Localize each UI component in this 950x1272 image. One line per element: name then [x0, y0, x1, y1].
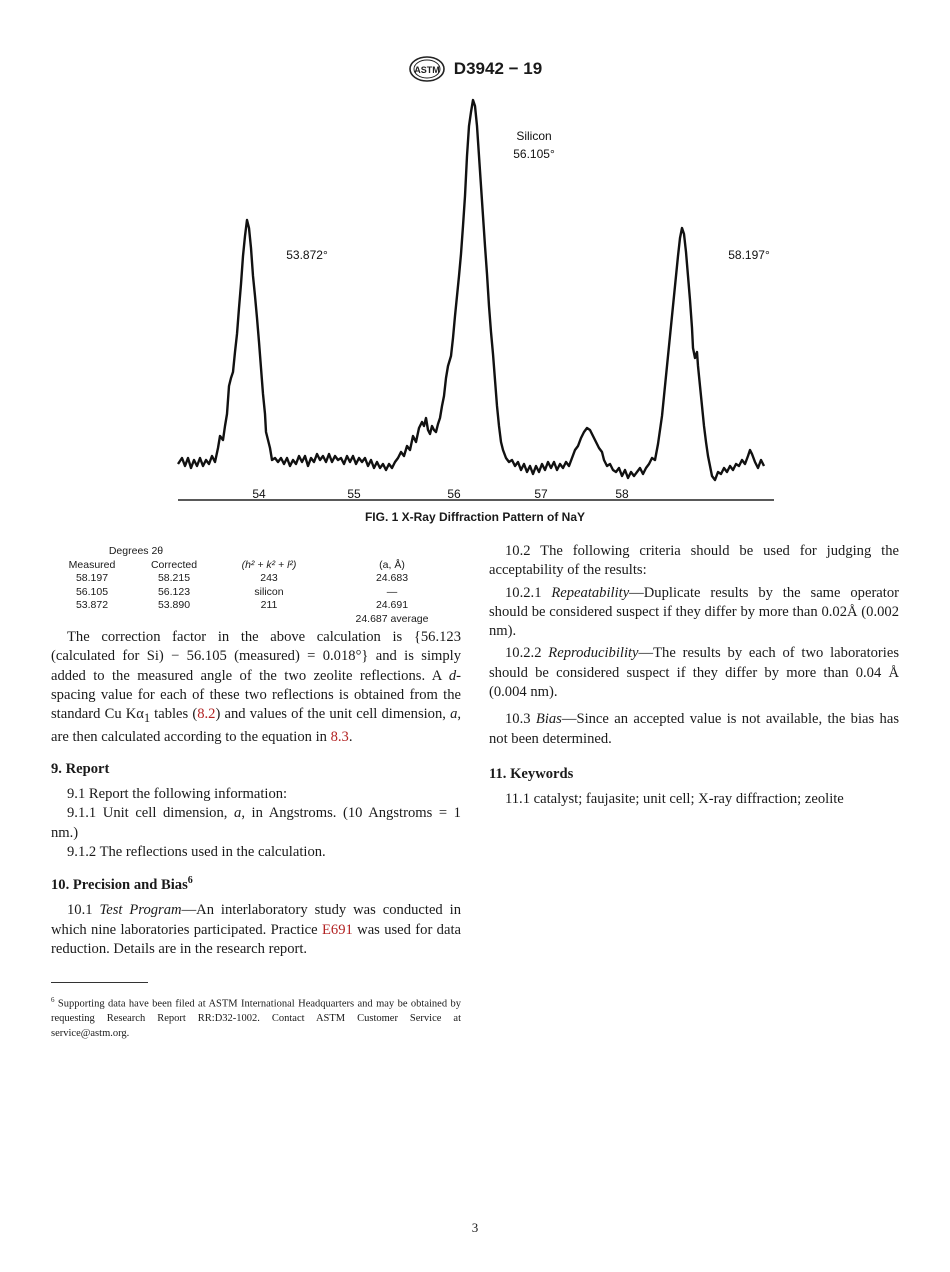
table-cell: 53.872 [75, 599, 109, 611]
svg-text:ASTM: ASTM [414, 65, 440, 75]
table-cell: 56.123 [157, 585, 191, 598]
paragraph-10-2: 10.2 The following criteria should be used for judging the acceptability of the results: [489, 543, 899, 579]
page-number: 3 [471, 1220, 479, 1235]
table-cell: 243 [260, 572, 278, 584]
footnote-divider [51, 982, 148, 983]
table-row [51, 586, 461, 600]
table-row [51, 613, 461, 627]
figure-caption: FIG. 1 X-Ray Diffraction Pattern of NaY [364, 510, 586, 524]
table-cell: 24.691 [375, 599, 409, 611]
paragraph-correction-factor: The correction factor in the above calculation is {56.123 (calculated for Si) − 56.105 (measured) = 0.018°} and is simply added to the measured angle of the two zeolite reflections. A d-spacing value for each of these two reflections is obtained from the standard Cu $K\alpha_1$ tables (8.2) and values of the unit cell dimension, a, are then calculated according to the equation in 8.3. [51, 629, 462, 746]
left-column [51, 545, 461, 959]
annotation-silicon-value: 56.105° [513, 147, 555, 161]
table-cell: silicon [254, 585, 284, 598]
tick-label-55: 55 [347, 487, 361, 501]
section-heading-report: 9. Report [51, 760, 110, 777]
table-header-corrected: Corrected [150, 558, 198, 571]
table-header-row [51, 559, 461, 573]
tick-label-54: 54 [252, 487, 266, 501]
annotation-peak-58197: 58.197° [728, 248, 770, 262]
xrd-figure [170, 96, 780, 508]
table-cell: 58.197 [75, 572, 109, 584]
table-cell: — [386, 585, 398, 598]
data-table [51, 545, 461, 626]
paragraph-10-3: 10.3 Bias—Since an accepted value is not available, the bias has not been determined. [489, 711, 899, 747]
paragraph-9-1: 9.1 Report the following information: [67, 785, 288, 802]
table-row [51, 599, 461, 613]
paragraph-10-2-2: 10.2.2 Reproducibility—The results by each of two laboratories should be considered suspect if they differ by more than 0.04 Å (0.004 nm). [489, 645, 900, 701]
table-cell: 56.105 [75, 585, 109, 598]
paragraph-10-1: 10.1 Test Program—An interlaboratory study was conducted in which nine laboratories participated. Practice E691 was used for data reduction. Details are in the research report. [51, 902, 461, 957]
document-number: D3942 − 19 [453, 59, 543, 78]
tick-label-58: 58 [615, 487, 629, 501]
paragraph-9-1-1: 9.1.1 Unit cell dimension, a, in Angstroms. (10 Angstroms = 1 nm.) [51, 805, 461, 841]
table-header-hkl: (h² + k² + l²) [241, 558, 297, 571]
table-header-measured: Measured [68, 558, 116, 571]
section-heading-keywords: 11. Keywords [489, 765, 574, 782]
table-group-header-row [51, 545, 461, 559]
astm-logo-icon [408, 56, 446, 82]
annotation-silicon-label: Silicon [516, 129, 552, 143]
table-cell: 53.890 [157, 599, 191, 611]
ref-link-e691[interactable]: E691 [321, 921, 353, 938]
table-cell: 58.215 [157, 572, 191, 584]
footnote: $^6$ Supporting data have been filed at ASTM International Headquarters and may be obtained by requesting Research Report RR:D32-1002. Contact ASTM Customer Service at service@astm.org. [51, 996, 461, 1039]
section-heading-precision-bias: 10. Precision and Bias$^6$ [51, 875, 193, 894]
paragraph-10-2-1: 10.2.1 Repeatability—Duplicate results by the same operator should be considered suspect if they differ by more than 0.02Å (0.002 nm). [489, 584, 899, 640]
tick-label-57: 57 [534, 487, 548, 501]
annotation-peak-53872: 53.872° [286, 248, 328, 262]
table-header-a: (a, Å) [379, 558, 405, 571]
table-cell: 24.683 [375, 572, 409, 584]
tick-label-56: 56 [447, 487, 461, 501]
table-cell: 211 [260, 599, 278, 611]
right-column [489, 542, 899, 810]
paragraph-9-1-2: 9.1.2 The reflections used in the calculation. [67, 843, 326, 860]
ref-link-8-3[interactable]: 8.3 [330, 729, 349, 746]
paragraph-11-1: 11.1 catalyst; faujasite; unit cell; X-ray diffraction; zeolite [505, 791, 844, 808]
ref-link-8-2[interactable]: 8.2 [197, 706, 216, 723]
table-row [51, 572, 461, 586]
table-group-header: Degrees 2θ [108, 545, 164, 557]
diffraction-trace [178, 100, 764, 480]
page-header [0, 56, 950, 82]
table-cell-average: 24.687 average [355, 612, 429, 625]
